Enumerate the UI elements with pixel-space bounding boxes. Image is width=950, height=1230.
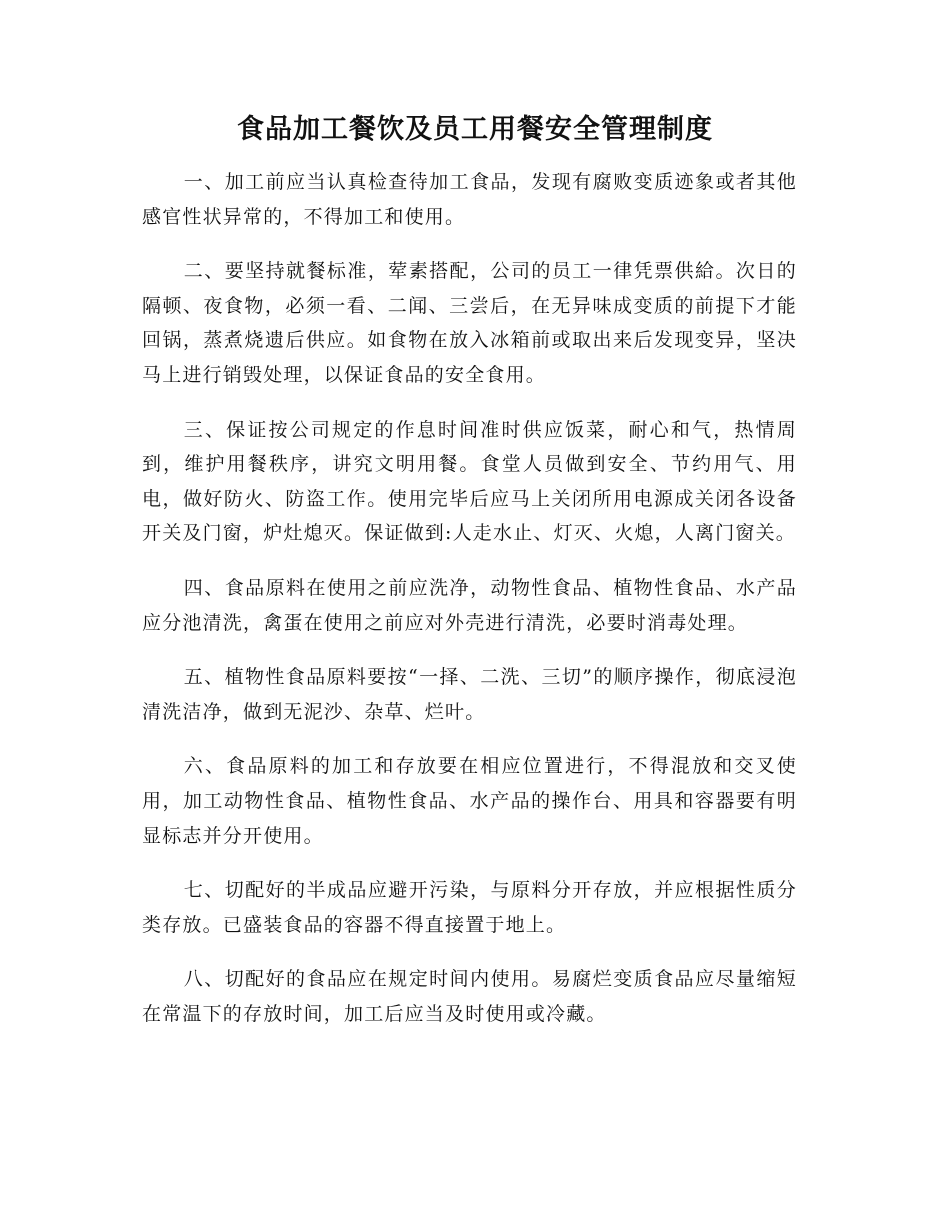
- paragraph-4: 四、食品原料在使用之前应洗净，动物性食品、植物性食品、水产品应分池清洗，禽蛋在使用之前应对外壳进行清洗，必要时消毒处理。: [142, 576, 797, 634]
- paragraph-5: 五、植物性食品原料要按“一择、二洗、三切”的顺序操作，彻底浸泡清洗洁净，做到无泥沙、杂草、烂叶。: [142, 666, 797, 723]
- paragraph-8: 八、切配好的食品应在规定时间内使用。易腐烂变质食品应尽量缩短在常温下的存放时间，加工后应当及时使用或冷藏。: [142, 968, 797, 1025]
- paragraph-2: 二、要坚持就餐标准，荤素搭配，公司的员工一律凭票供給。次日的隔顿、夜食物，必须一看、二闻、三尝后，在无异味成变质的前提下才能回锅，蒸煮烧遗后供应。如食物在放入冰箱前或取出来后发现变异，坚决马上进行销毁处理，以保证食品的安全食用。: [142, 260, 797, 386]
- paragraph-3: 三、保证按公司规定的作息时间准时供应饭菜，耐心和气，热情周到，维护用餐秩序，讲究文明用餐。食堂人员做到安全、节约用气、用电，做好防火、防盗工作。使用完毕后应马上关闭所用电源成关闭各设备开关及门窗，炉灶熄灭。保证做到:人走水止、灯灭、火熄，人离门窗关。: [142, 418, 797, 545]
- document-title: 食品加工餐饮及员工用餐安全管理制度: [237, 114, 713, 145]
- paragraph-6: 六、食品原料的加工和存放要在相应位置进行，不得混放和交叉使用，加工动物性食品、植物性食品、水产品的操作台、用具和容器要有明显标志并分开使用。: [142, 755, 797, 847]
- document-body: [142, 165, 797, 1031]
- paragraph-1: 一、加工前应当认真检查待加工食品，发现有腐败变质迹象或者其他感官性状异常的，不得加工和使用。: [142, 171, 797, 228]
- paragraph-7: 七、切配好的半成品应避开污染，与原料分开存放，并应根据性质分类存放。已盛装食品的容器不得直接置于地上。: [142, 879, 797, 936]
